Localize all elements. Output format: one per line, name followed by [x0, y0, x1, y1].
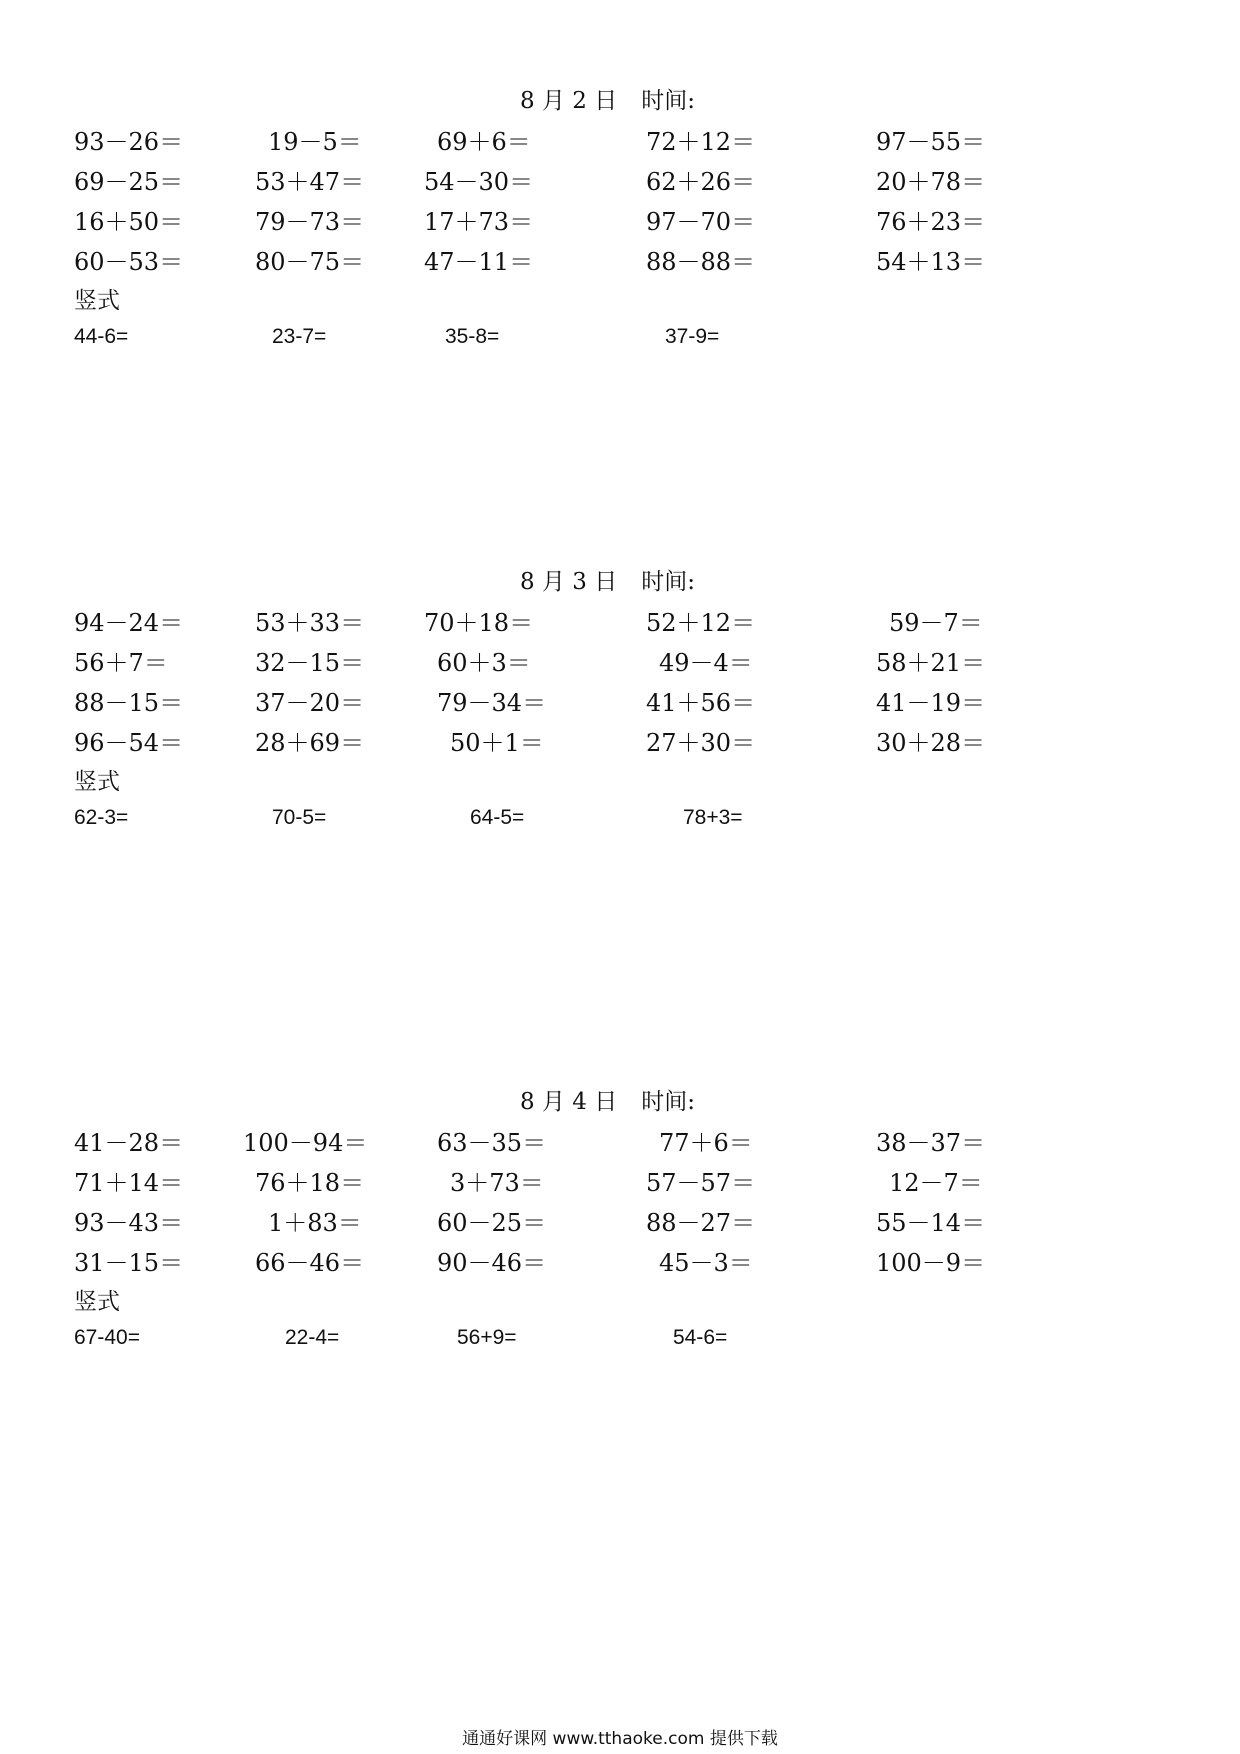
problem: 3＋73＝	[450, 1169, 544, 1197]
problem: 50＋1＝	[450, 729, 544, 757]
vertical-problem: 56+9=	[457, 1326, 517, 1349]
problem: 76＋23＝	[876, 208, 986, 236]
problem: 47－11＝	[424, 248, 534, 276]
problem: 80－75＝	[255, 248, 365, 276]
time-label: 时间:	[641, 1089, 695, 1115]
problem: 53＋33＝	[255, 609, 365, 637]
problem: 60－53＝	[74, 248, 184, 276]
problem: 79－73＝	[255, 208, 365, 236]
problem-row	[0, 122, 1240, 154]
vertical-problem-row	[0, 325, 1240, 355]
problem: 96－54＝	[74, 729, 184, 757]
problem: 58＋21＝	[876, 649, 986, 677]
problem: 30＋28＝	[876, 729, 986, 757]
problem: 55－14＝	[876, 1209, 986, 1237]
problem: 72＋12＝	[646, 128, 756, 156]
vertical-form-label: 竖式	[74, 769, 120, 795]
vertical-problem: 37-9=	[665, 325, 720, 348]
problem: 100－94＝	[243, 1129, 368, 1157]
problem: 93－26＝	[74, 128, 184, 156]
problem: 37－20＝	[255, 689, 365, 717]
problem: 79－34＝	[437, 689, 547, 717]
date-label: 8 月 3 日	[520, 569, 618, 595]
section-title	[520, 1083, 695, 1116]
problem: 16＋50＝	[74, 208, 184, 236]
problem: 41－19＝	[876, 689, 986, 717]
problem: 60－25＝	[437, 1209, 547, 1237]
problem: 69＋6＝	[437, 128, 531, 156]
problem: 93－43＝	[74, 1209, 184, 1237]
problem: 100－9＝	[876, 1249, 986, 1277]
problem: 20＋78＝	[876, 168, 986, 196]
problem: 19－5＝	[268, 128, 362, 156]
vertical-problem: 22-4=	[285, 1326, 340, 1349]
problem-row	[0, 723, 1240, 755]
time-label: 时间:	[641, 88, 695, 114]
vertical-form-label: 竖式	[74, 1289, 120, 1315]
problem: 60＋3＝	[437, 649, 531, 677]
date-label: 8 月 4 日	[520, 1089, 618, 1115]
vertical-problem: 70-5=	[272, 806, 327, 829]
problem: 88－88＝	[646, 248, 756, 276]
problem: 41＋56＝	[646, 689, 756, 717]
vertical-problem-row	[0, 806, 1240, 836]
problem: 97－55＝	[876, 128, 986, 156]
problem: 88－15＝	[74, 689, 184, 717]
time-label: 时间:	[641, 569, 695, 595]
problem: 49－4＝	[659, 649, 753, 677]
vertical-form-label: 竖式	[74, 288, 120, 314]
problem: 27＋30＝	[646, 729, 756, 757]
problem: 54－30＝	[424, 168, 534, 196]
problem: 76＋18＝	[255, 1169, 365, 1197]
problem: 97－70＝	[646, 208, 756, 236]
problem: 63－35＝	[437, 1129, 547, 1157]
section-title	[520, 82, 695, 115]
footer-source-note: 通通好课网 www.tthaoke.com 提供下载	[462, 1729, 778, 1749]
problem: 32－15＝	[255, 649, 365, 677]
vertical-problem: 64-5=	[470, 806, 525, 829]
problem: 66－46＝	[255, 1249, 365, 1277]
problem-row	[0, 162, 1240, 194]
problem-row	[0, 1123, 1240, 1155]
date-label: 8 月 2 日	[520, 88, 618, 114]
problem: 38－37＝	[876, 1129, 986, 1157]
problem-row	[0, 1243, 1240, 1275]
problem: 52＋12＝	[646, 609, 756, 637]
problem: 94－24＝	[74, 609, 184, 637]
problem: 53＋47＝	[255, 168, 365, 196]
problem: 17＋73＝	[424, 208, 534, 236]
problem-row	[0, 603, 1240, 635]
vertical-problem: 35-8=	[445, 325, 500, 348]
vertical-problem-row	[0, 1326, 1240, 1356]
problem-row	[0, 643, 1240, 675]
problem: 77＋6＝	[659, 1129, 753, 1157]
problem: 69－25＝	[74, 168, 184, 196]
problem-row	[0, 202, 1240, 234]
problem: 71＋14＝	[74, 1169, 184, 1197]
problem: 56＋7＝	[74, 649, 168, 677]
problem: 88－27＝	[646, 1209, 756, 1237]
problem: 62＋26＝	[646, 168, 756, 196]
vertical-problem: 23-7=	[272, 325, 327, 348]
problem: 12－7＝	[889, 1169, 983, 1197]
section-title	[520, 563, 695, 596]
problem: 90－46＝	[437, 1249, 547, 1277]
problem: 28＋69＝	[255, 729, 365, 757]
vertical-problem: 44-6=	[74, 325, 129, 348]
vertical-problem: 54-6=	[673, 1326, 728, 1349]
problem: 57－57＝	[646, 1169, 756, 1197]
problem: 31－15＝	[74, 1249, 184, 1277]
problem: 45－3＝	[659, 1249, 753, 1277]
problem: 70＋18＝	[424, 609, 534, 637]
vertical-problem: 67-40=	[74, 1326, 140, 1349]
problem-row	[0, 1203, 1240, 1235]
vertical-problem: 78+3=	[683, 806, 743, 829]
problem: 59－7＝	[889, 609, 983, 637]
problem-row	[0, 242, 1240, 274]
problem-row	[0, 683, 1240, 715]
problem: 54＋13＝	[876, 248, 986, 276]
vertical-problem: 62-3=	[74, 806, 129, 829]
problem: 41－28＝	[74, 1129, 184, 1157]
problem-row	[0, 1163, 1240, 1195]
problem: 1＋83＝	[268, 1209, 362, 1237]
